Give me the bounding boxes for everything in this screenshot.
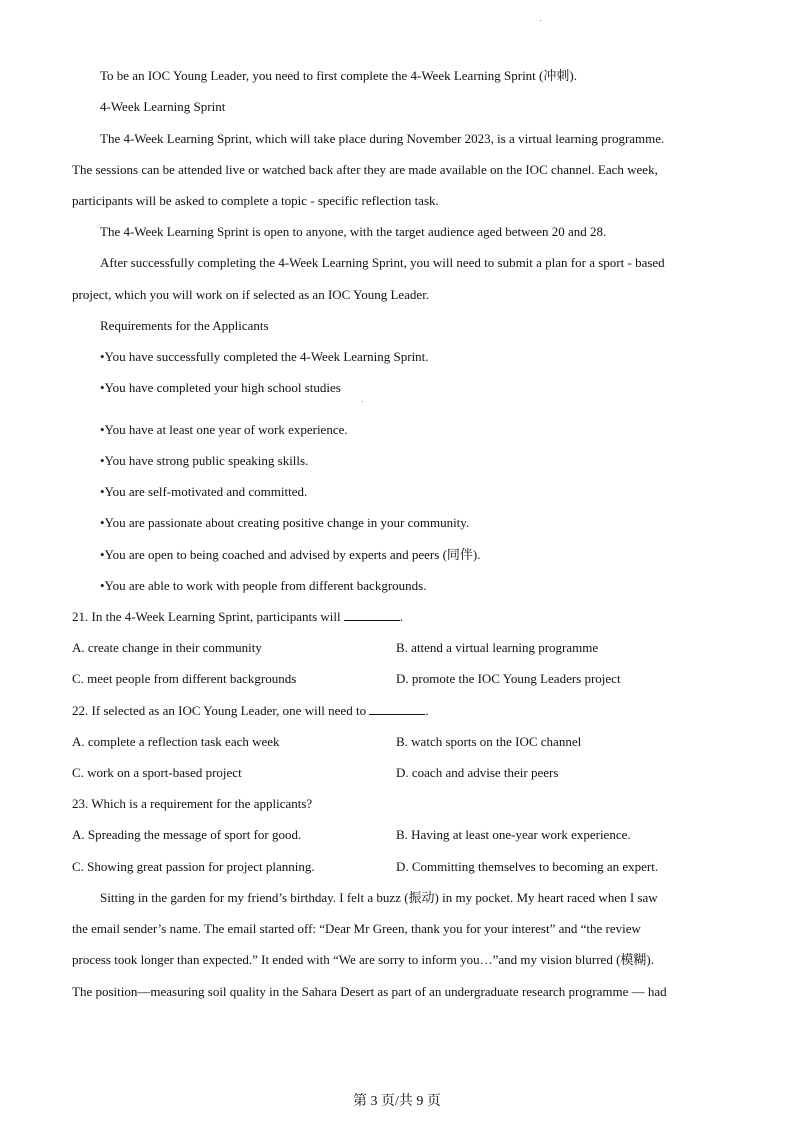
requirements-heading: Requirements for the Applicants — [100, 318, 269, 333]
question-22-stem — [72, 703, 429, 719]
scan-mark — [540, 20, 541, 21]
requirement-item: •You have successfully completed the 4-Week Learning Sprint. — [100, 349, 429, 364]
audience-paragraph: The 4-Week Learning Sprint is open to anyone, with the target audience aged between 20 and 28. — [100, 224, 607, 239]
answer-blank — [369, 703, 425, 715]
option-b: B. attend a virtual learning programme — [396, 640, 599, 655]
option-a: A. Spreading the message of sport for good. — [72, 827, 302, 842]
plan-paragraph-line-2: project, which you will work on if selected as an IOC Young Leader. — [72, 287, 430, 302]
page-number: 第 3 页/共 9 页 — [353, 1094, 441, 1109]
requirement-item: •You are open to being coached and advised by experts and peers (同伴). — [100, 547, 481, 562]
question-stem-text: 21. In the 4-Week Learning Sprint, participants will — [72, 609, 344, 624]
option-c: C. Showing great passion for project planning. — [72, 859, 315, 874]
section-heading: 4-Week Learning Sprint — [100, 99, 226, 114]
question-23-stem: 23. Which is a requirement for the applicants? — [72, 796, 313, 811]
sprint-paragraph-line-1: The 4-Week Learning Sprint, which will take place during November 2023, is a virtual learning programme. — [100, 131, 665, 146]
story-line-2: the email sender’s name. The email started off: “Dear Mr Green, thank you for your interest” and “the review — [72, 921, 641, 936]
option-c: C. work on a sport-based project — [72, 765, 242, 780]
intro-paragraph: To be an IOC Young Leader, you need to first complete the 4-Week Learning Sprint (冲刺). — [100, 68, 577, 83]
requirement-item: •You have at least one year of work experience. — [100, 422, 348, 437]
answer-blank — [344, 609, 400, 621]
plan-paragraph-line-1: After successfully completing the 4-Week Learning Sprint, you will need to submit a plan for a sport - based — [100, 255, 665, 270]
option-b: B. watch sports on the IOC channel — [396, 734, 582, 749]
story-line-3: process took longer than expected.” It ended with “We are sorry to inform you…”and my vision blurred (模糊). — [72, 952, 654, 967]
question-21-stem — [72, 609, 403, 625]
question-stem-end: . — [399, 609, 404, 624]
requirement-item: •You are able to work with people from different backgrounds. — [100, 578, 427, 593]
requirement-item: •You are self-motivated and committed. — [100, 484, 308, 499]
option-c: C. meet people from different backgrounds — [72, 671, 297, 686]
option-a: A. create change in their community — [72, 640, 262, 655]
option-a: A. complete a reflection task each week — [72, 734, 280, 749]
sprint-paragraph-line-2: The sessions can be attended live or watched back after they are made available on the IOC channel. Each week, — [72, 162, 658, 177]
requirement-item: •You have strong public speaking skills. — [100, 453, 309, 468]
scan-mark — [362, 401, 363, 402]
sprint-paragraph-line-3: participants will be asked to complete a topic - specific reflection task. — [72, 193, 439, 208]
option-b: B. Having at least one-year work experience. — [396, 827, 631, 842]
option-d: D. Committing themselves to becoming an expert. — [396, 859, 659, 874]
story-line-1: Sitting in the garden for my friend’s birthday. I felt a buzz (振动) in my pocket. My heart raced when I saw — [100, 890, 658, 905]
question-stem-text: 22. If selected as an IOC Young Leader, one will need to — [72, 703, 370, 718]
story-line-4: The position—measuring soil quality in the Sahara Desert as part of an undergraduate research programme — had — [72, 984, 667, 999]
requirement-item: •You have completed your high school studies — [100, 380, 341, 395]
option-d: D. coach and advise their peers — [396, 765, 559, 780]
question-stem-end: . — [425, 703, 429, 718]
requirement-item: •You are passionate about creating positive change in your community. — [100, 515, 470, 530]
option-d: D. promote the IOC Young Leaders project — [396, 671, 621, 686]
